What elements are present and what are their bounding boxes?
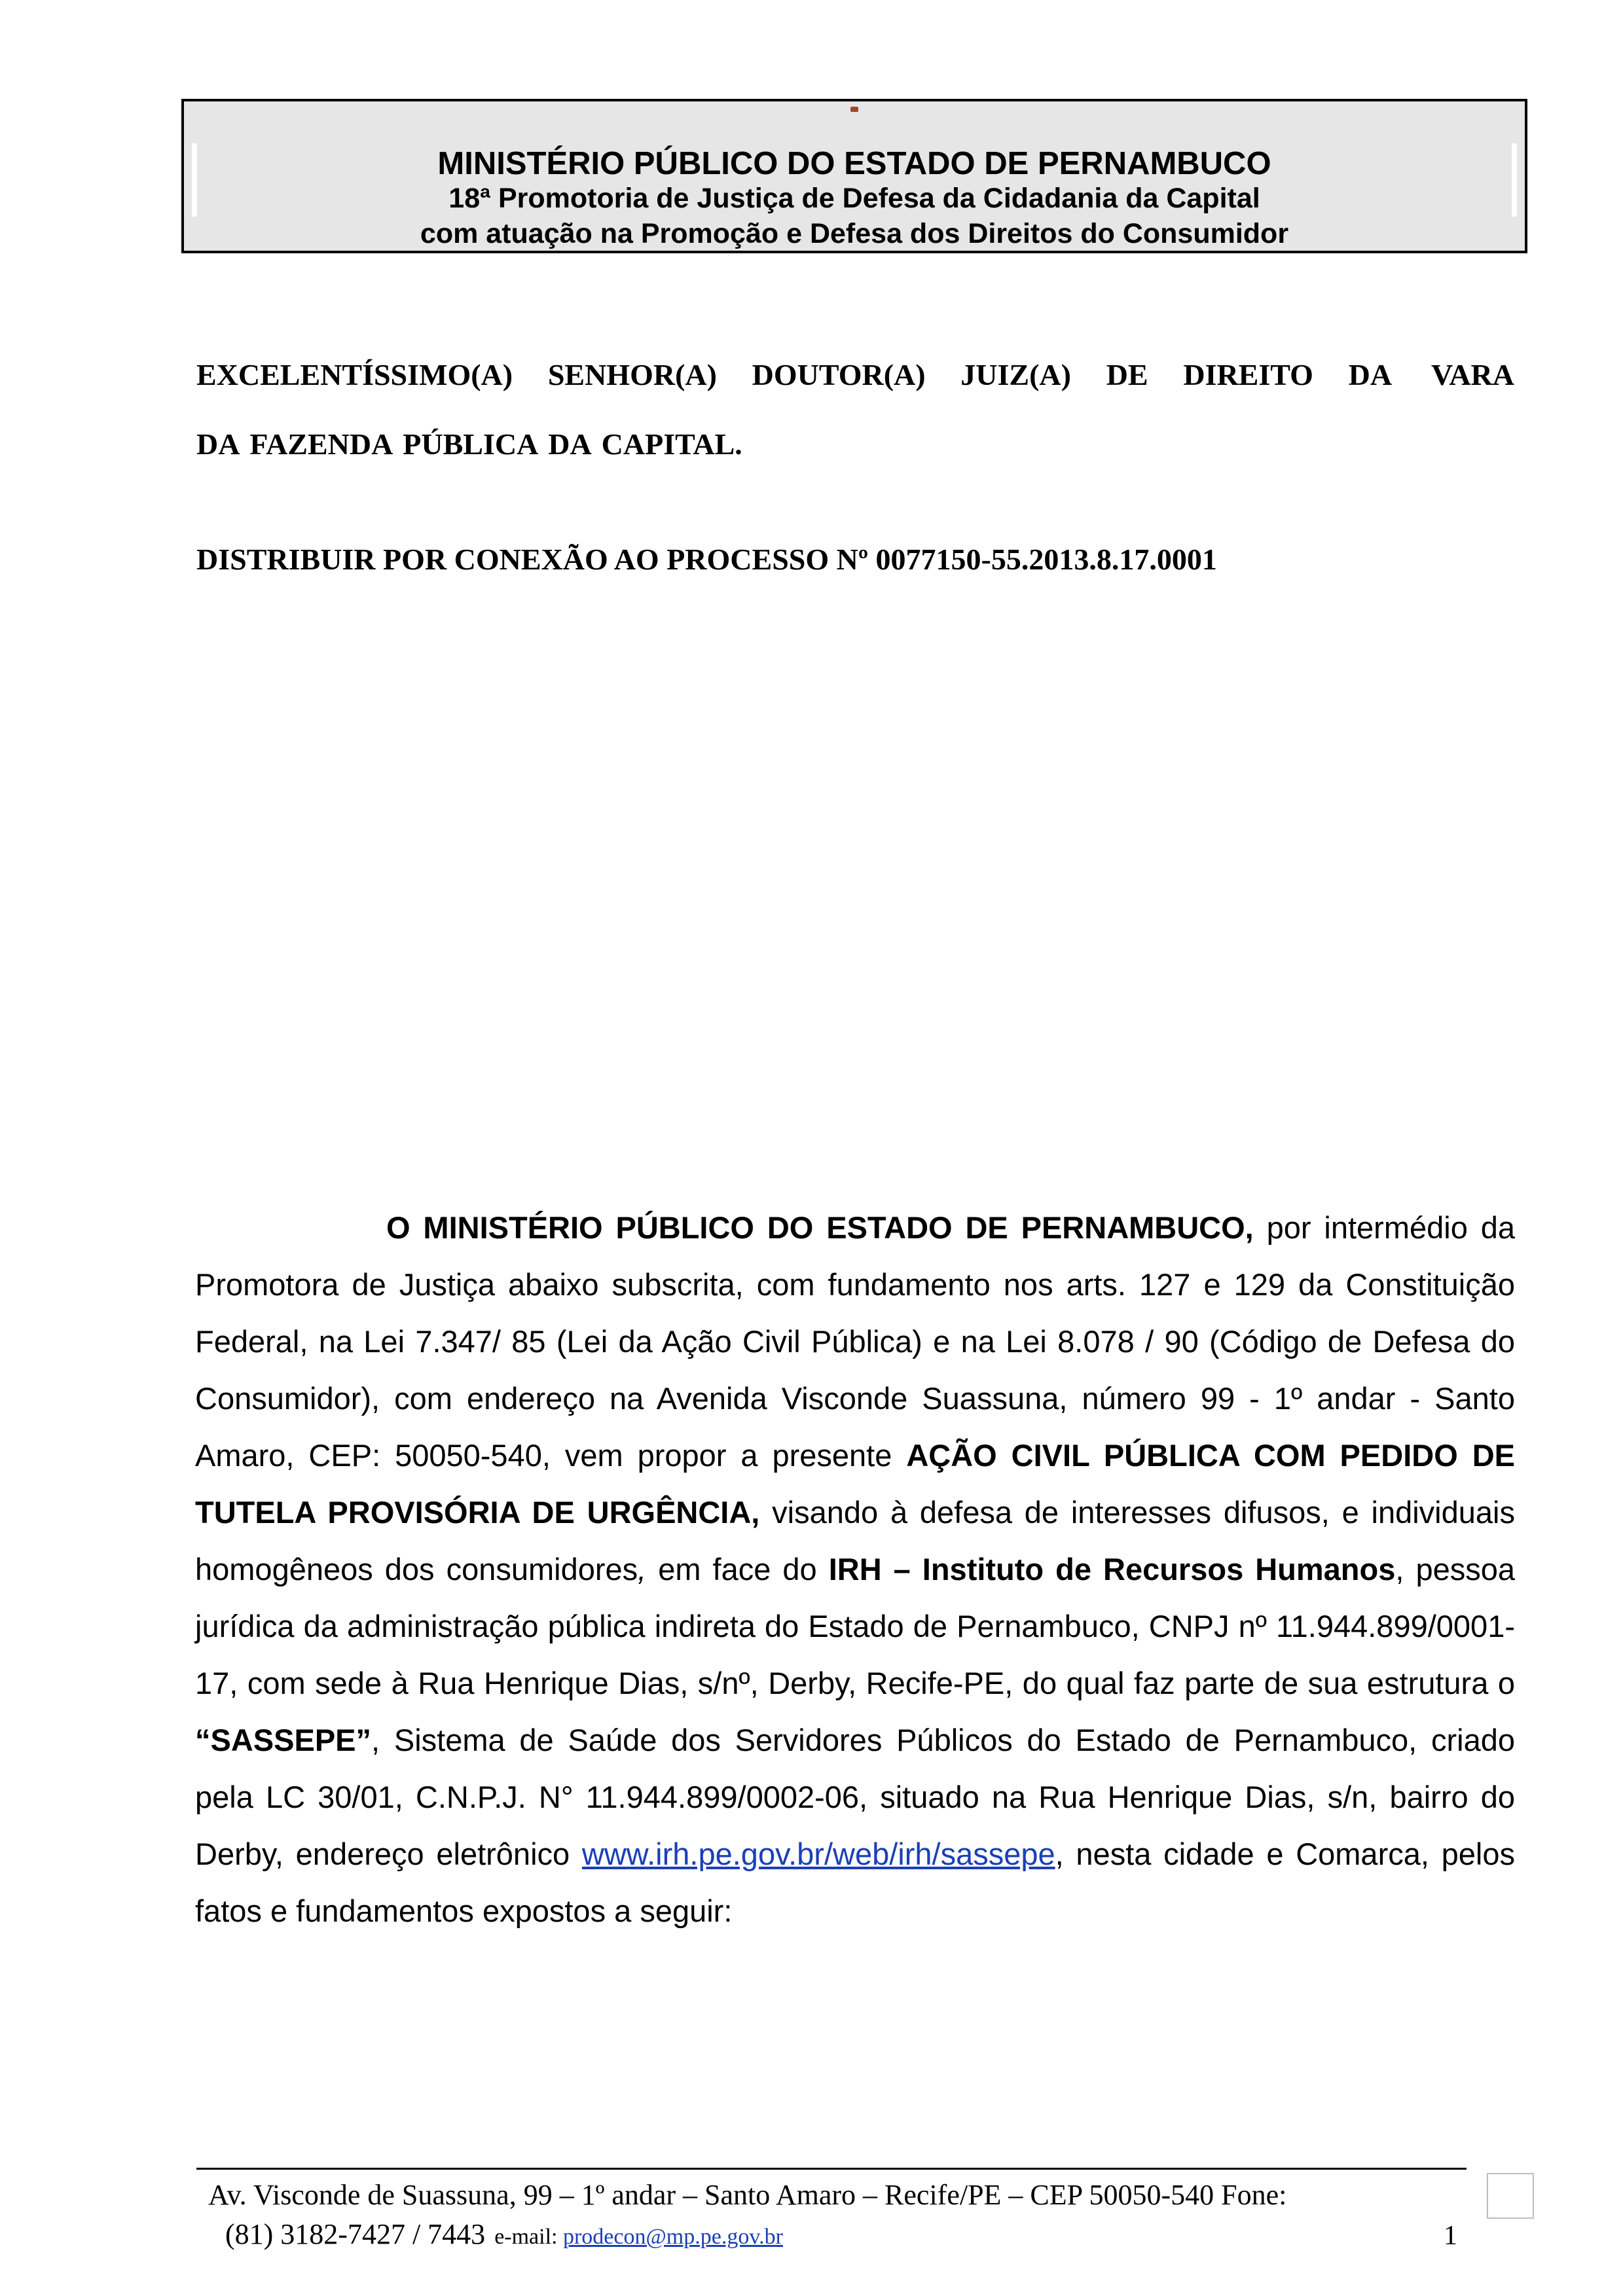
institution-name: MINISTÉRIO PÚBLICO DO ESTADO DE PERNAMBUCO: [437, 146, 1271, 181]
sassepe-name: “SASSEPE”: [195, 1723, 372, 1757]
addressee-line-1a: EXCELENTÍSSIMO(A) SENHOR(A) DOUTOR(A) JUIZ(A) DE DIREITO DA: [196, 358, 1393, 391]
footer-email-label: e-mail:: [494, 2225, 563, 2249]
body-text-5: , Sistema de Saúde dos Servidores Públicos do Estado de Pernambuco, criado pela LC 30/01, C.N.P.J. N° 11.944.899/0002-06, situado na Rua Henrique Dias, s/n, bairro do Derby, endereço eletrônico: [195, 1723, 1515, 1871]
addressee-line-1: [196, 357, 1514, 392]
body-text-4: , pessoa jurídica da administração pública indireta do Estado de Pernambuco, CNPJ nº 11.944.899/0001-17, com sede à Rua Henrique Dias, s/nº, Derby, Recife-PE, do qual faz parte de sua estrutura o: [195, 1552, 1516, 1700]
page-number: 1: [1444, 2221, 1457, 2251]
emblem-icon: [850, 107, 858, 112]
distribution-note: DISTRIBUIR POR CONEXÃO AO PROCESSO Nº 0077150-55.2013.8.17.0001: [196, 543, 1217, 576]
corner-box: [1487, 2173, 1534, 2219]
letterhead-box: [181, 99, 1527, 253]
body-text-2: visando à defesa de interesses difusos, e individuais homogêneos dos consumidores: [195, 1495, 1515, 1587]
petition-paragraph: [195, 1199, 1515, 1939]
defendant-name: IRH – Instituto de Recursos Humanos: [828, 1552, 1396, 1587]
footer-address: Av. Visconde de Suassuna, 99 – 1º andar – Santo Amaro – Recife/PE – CEP 50050-540 Fone:: [208, 2179, 1287, 2211]
addressee-line-1b: VARA: [1431, 358, 1514, 391]
prosecution-office: 18ª Promotoria de Justiça de Defesa da Cidadania da Capital: [448, 183, 1260, 214]
footer-divider: [196, 2168, 1467, 2170]
footer-email-link[interactable]: prodecon@mp.pe.gov.br: [562, 2225, 783, 2249]
body-text-6: , nesta cidade e Comarca, pelos fatos e fundamentos expostos a seguir:: [195, 1837, 1515, 1928]
office-scope: com atuação na Promoção e Defesa dos Direitos do Consumidor: [420, 218, 1289, 249]
plaintiff-name: O MINISTÉRIO PÚBLICO DO ESTADO DE PERNAMBUCO,: [386, 1210, 1254, 1245]
sassepe-website-link[interactable]: www.irh.pe.gov.br/web/irh/sassepe: [581, 1837, 1055, 1871]
addressee-line-2: DA FAZENDA PÚBLICA DA CAPITAL.: [196, 427, 742, 461]
body-text-1: por intermédio da Promotora de Justiça abaixo subscrita, com fundamento nos arts. 127 e 129 da Constituição Federal, na Lei 7.347/ 85 (Lei da Ação Civil Pública) e na Lei 8.078 / 90 (Código de Defesa do Consumidor), com endereço na Avenida Visconde Suassuna, número 99 - 1º andar - Santo Amaro, CEP: 50050-540, vem propor a presente: [195, 1210, 1515, 1473]
footer-phone: (81) 3182-7427 / 7443: [225, 2218, 486, 2250]
body-text-3: em face do: [646, 1552, 829, 1587]
footer-contact: [225, 2217, 783, 2251]
action-title: AÇÃO CIVIL PÚBLICA COM PEDIDO DE TUTELA PROVISÓRIA DE URGÊNCIA,: [195, 1438, 1515, 1530]
body-comma: ,: [638, 1552, 647, 1587]
